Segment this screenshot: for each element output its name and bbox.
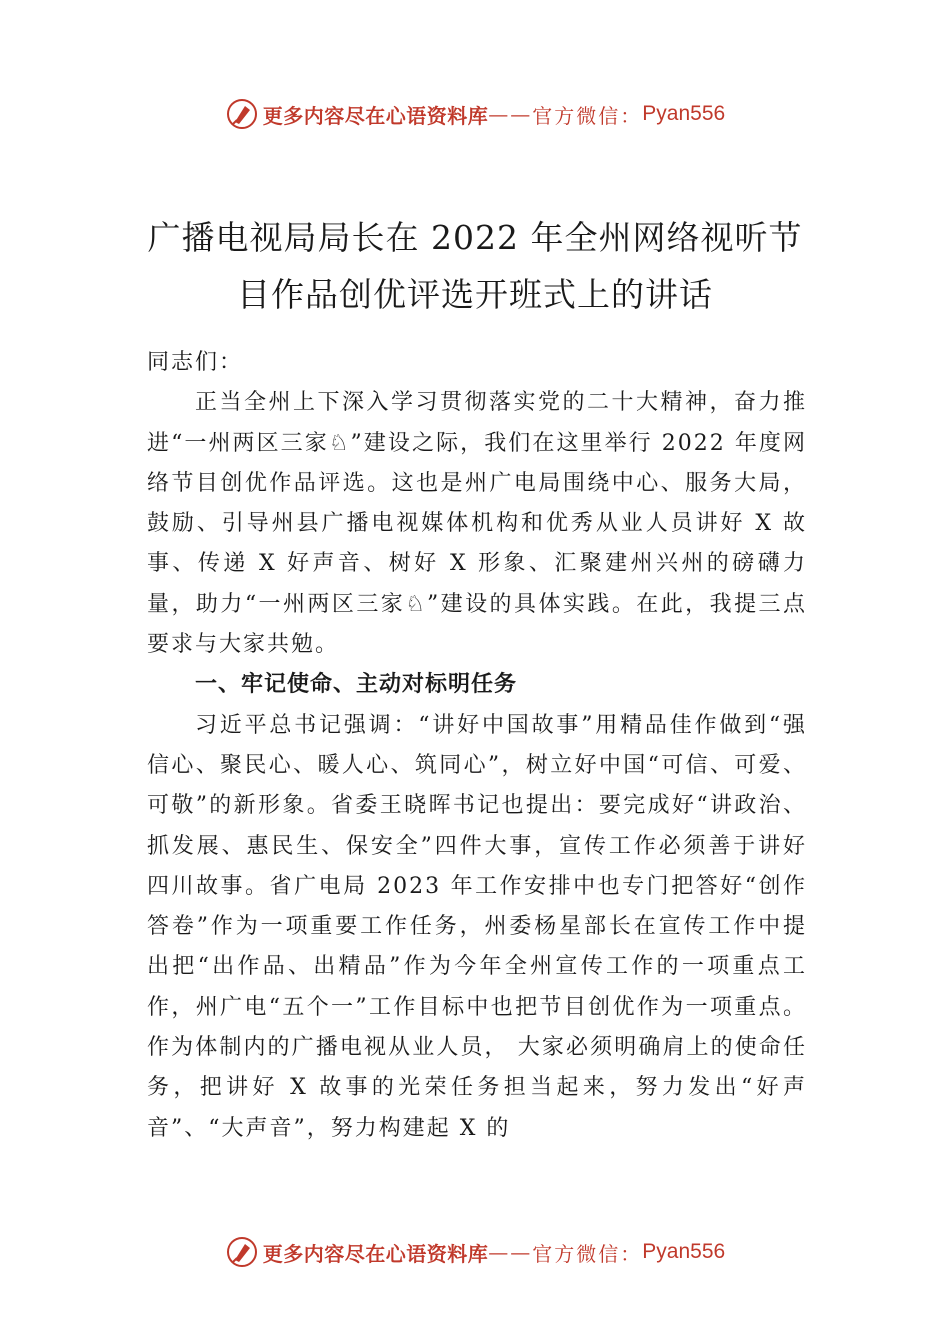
document-body (147, 343, 807, 1149)
document-title (100, 209, 850, 323)
watermark-wechat-id: Pyan556 (642, 1240, 726, 1263)
title-line-1: 广播电视局局长在 2022 年全州网络视听节 (147, 218, 803, 258)
watermark-dash: —— (488, 102, 533, 126)
watermark-banner-bottom (0, 1232, 950, 1272)
paragraph-1: 正当全州上下深入学习贯彻落实党的二十大精神，奋力推进“一州两区三家♘”建设之际，我们在这里举行 2022 年度网络节目创优作品评选。这也是州广电局围绕中心、服务大局，鼓励、引导州县广播电视媒体机构和优秀从业人员讲好 X 故事、传递 X 好声音、树好 X 形象、汇聚建州兴州的磅礴力量，助力“一州两区三家♘”建设的具体实践。在此，我提三点要求与大家共勉。 (147, 390, 807, 658)
title-line-2: 目作品创优评选开班式上的讲话 (237, 275, 713, 315)
watermark-banner-top (0, 94, 950, 134)
watermark-dash: —— (488, 1240, 533, 1264)
watermark-label: 官方微信： (532, 103, 643, 128)
section-heading-1: 一、牢记使命、主动对标明任务 (195, 672, 518, 698)
paragraph-2: 习近平总书记强调：“讲好中国故事”用精品佳作做到“强信心、聚民心、暖人心、筑同心”，树立好中国“可信、可爱、可敬”的新形象。省委王晓晖书记也提出：要完成好“讲政治、抓发展、惠民生、保安全”四件大事，宣传工作必须善于讲好四川故事。省广电局 2023 年工作安排中也专门把答好“创作答卷”作为一项重要工作任务，州委杨星部长在宣传工作中提出把“出作品、出精品”作为今年全州宣传工作的一项重点工作，州广电“五个一”工作目标中也把节目创优作为一项重点。作为体制内的广播电视从业人员， 大家必须明确肩上的使命任务，把讲好 X 故事的光荣任务担当起来，努力发出“好声音”、“大声音”，努力构建起 X 的 (147, 712, 807, 1141)
pen-nib-logo-icon (225, 97, 259, 131)
pen-nib-logo-icon (225, 1235, 259, 1269)
watermark-promo-text: 更多内容尽在心语资料库 (262, 1241, 489, 1266)
watermark-label: 官方微信： (532, 1241, 643, 1266)
watermark-promo-text: 更多内容尽在心语资料库 (262, 103, 489, 128)
salutation: 同志们： (147, 350, 244, 375)
watermark-wechat-id: Pyan556 (642, 102, 726, 125)
